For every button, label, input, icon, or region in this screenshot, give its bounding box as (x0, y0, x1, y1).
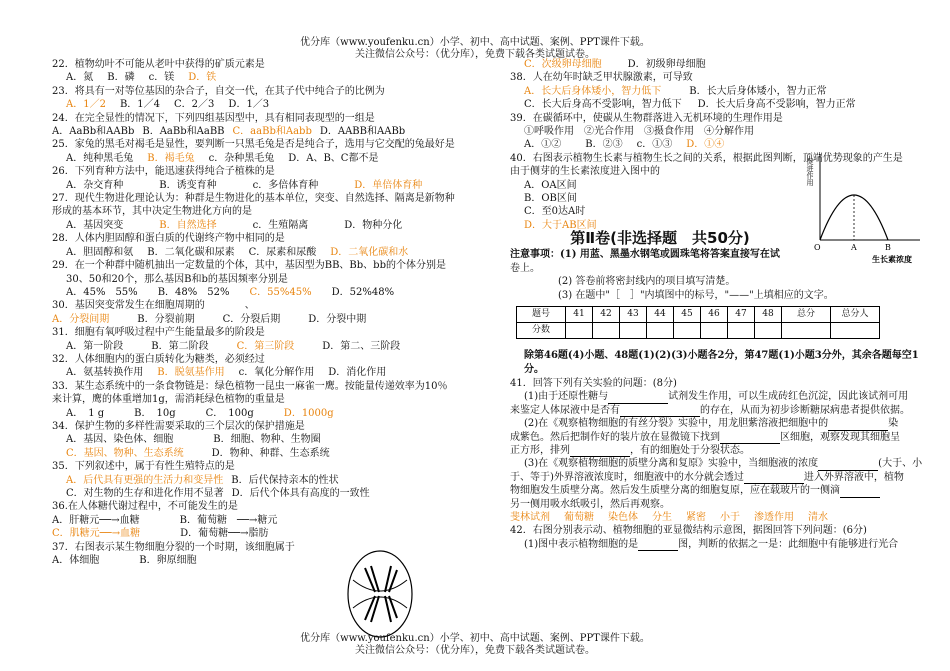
options-24 (52, 125, 478, 138)
options-31 (52, 340, 478, 353)
text: (1)图中表示植物细胞的是 (524, 538, 639, 550)
question-32: 32．人体细胞内的蛋白质转化为糖类，必须经过 (52, 353, 265, 365)
option: B． 10g (134, 407, 176, 419)
option: A．基因突变 (66, 219, 124, 231)
option: C． 100g (205, 407, 254, 419)
option: B．诱变育种 (159, 179, 217, 191)
option-answer: A．1／2 (66, 99, 106, 111)
text: 来鉴定人体尿液中是否有 (510, 404, 620, 416)
option-answer: D．①④ (686, 139, 725, 151)
option-answer: C．次级卵母细胞 (524, 59, 602, 70)
question-31: 31．细胞有氧呼吸过程中产生能量最多的阶段是 (52, 327, 265, 339)
q41-part3-line4: 另一侧用吸水纸吸引，然后再观察。 (510, 498, 670, 510)
blank[interactable] (638, 540, 678, 551)
option: B．后代保持亲本的性状 (231, 474, 339, 486)
option-answer: C．55%45% (249, 286, 312, 298)
option: C．尿素和尿酸 (248, 246, 317, 258)
option: c．①③ (636, 139, 673, 151)
options-35-row1 (52, 474, 478, 487)
question-40: 40．右图表示植物生长素与植物生长之间的关系，根据此图判断，顶端优势现象的产生是 (510, 152, 903, 164)
options-34-row2 (52, 447, 478, 460)
options-30 (52, 313, 478, 326)
note-1-cont: 卷上。 (510, 262, 540, 274)
score-cell: 45 (674, 306, 701, 322)
y-axis-label: 促进作用 (806, 158, 814, 186)
score-cell: 总分 (782, 306, 831, 322)
q41-part3-line2 (510, 471, 920, 484)
header-line-2: 关注微信公众号：（优分库），免费下载各类试题试卷。 (355, 49, 595, 60)
option: D．第二、三阶段 (322, 340, 401, 352)
option: B．卵原细胞 (139, 555, 197, 567)
options-23 (52, 98, 478, 111)
option-answer: A．后代具有更强的生活力和变异性 (66, 474, 224, 486)
option: D．葡萄糖──→脂肪 (180, 528, 269, 540)
option: c．镁 (148, 72, 175, 84)
score-input[interactable] (782, 322, 831, 338)
question-30: 30．基因突变常发生在细胞周期的 、 (52, 300, 255, 312)
option: B．第二阶段 (151, 340, 209, 352)
option-answer: C．肌糖元──→血糖 (52, 528, 141, 540)
option: A．第一阶段 (66, 340, 124, 352)
score-cell: 43 (620, 306, 647, 322)
question-40-cont: 由于侧芽的生长素浓度进入图中的 (510, 166, 660, 178)
score-table-head (517, 306, 880, 322)
question-34: 34．保护生物的多样性需要采取的三个层次的保护措施是 (52, 420, 305, 432)
blank[interactable] (840, 487, 880, 498)
option-40-b: B．OB区间 (524, 193, 577, 205)
text: 的存在，从而为初步诊断糖尿病患者提供依据。 (700, 404, 910, 416)
blank[interactable] (570, 446, 630, 457)
score-cell: 44 (647, 306, 674, 322)
q41-part2-line1 (510, 417, 920, 430)
blank[interactable] (720, 433, 780, 444)
options-29 (52, 286, 478, 299)
answer: 葡萄糖 (564, 511, 594, 523)
score-table (516, 306, 880, 339)
option: D．分裂中期 (308, 313, 367, 325)
option: B．长大后身体矮小，智力正常 (689, 85, 827, 97)
option: C．分裂后期 (222, 313, 281, 325)
answer: 清水 (808, 511, 828, 523)
blank[interactable] (818, 460, 878, 471)
text: 进入外界溶液中，植物 (803, 471, 904, 483)
score-cell: 题号 (517, 306, 566, 322)
answer: 渗透作用 (754, 511, 794, 523)
text: (1)由于还原性糖与 (524, 391, 609, 403)
answer: 紧密 (686, 511, 706, 523)
text: 试剂发生作用，可以生成砖红色沉淀，因此该试剂可用 (668, 391, 909, 403)
option: A．胆固醇和氨 (66, 246, 134, 258)
option-40-d: D．大于AB区间 (524, 219, 597, 231)
options-33 (52, 407, 478, 420)
options-38-row2 (510, 98, 920, 111)
question-39: 39．在碳循环中，使碳从生物群落进入无机环境的生理作用是 (510, 112, 783, 124)
question-37: 37．右图表示某生物细胞分裂的一个时期，该细胞属于 (52, 541, 295, 553)
score-input[interactable] (755, 322, 782, 338)
option: A．体细胞 (52, 555, 100, 567)
text: 成紫色。然后把制作好的装片放在显微镜下找到 (510, 431, 720, 443)
question-22: 22．植物幼叶不可能从老叶中获得的矿质元素是 (52, 59, 265, 70)
blank[interactable] (828, 420, 888, 431)
option: c．杂种黑毛兔 (208, 152, 275, 164)
score-cell: 41 (566, 306, 593, 322)
score-input[interactable] (674, 322, 701, 338)
answer: 染色体 (608, 511, 638, 523)
option: C．对生物的生存和进化作用不显著 (66, 488, 224, 499)
score-input[interactable] (620, 322, 647, 338)
blank[interactable] (744, 473, 804, 484)
option: D．物种分化 (344, 219, 403, 231)
text: 染 (888, 418, 899, 430)
option: A．纯种黑毛兔 (66, 152, 134, 164)
options-25 (52, 152, 478, 165)
option: A．杂交育种 (66, 179, 124, 191)
label-b: B (885, 243, 891, 252)
option: B．二氧化碳和尿素 (147, 246, 235, 258)
options-32 (52, 366, 478, 379)
score-input[interactable] (566, 322, 593, 338)
score-cell: 47 (728, 306, 755, 322)
question-26: 26．下列育种方法中，能迅速获得纯合子植株的是 (52, 166, 275, 178)
option: A．AaBb和AABb (52, 126, 135, 138)
option: D．消化作用 (328, 367, 387, 379)
option-answer: A．分裂间期 (52, 313, 110, 325)
question-29: 29．在一个种群中随机抽出一定数量的个体，其中，基因型为BB、Bb、bb的个体分别是 (52, 260, 446, 272)
q41-part2-line3 (510, 444, 920, 457)
option-answer: A．长大后身体矮小，智力低下 (524, 85, 662, 97)
note-1-text: 注意事项：(1) 用蓝、黑墨水钢笔或圆珠笔将答案直接写在试 (510, 249, 780, 261)
option-answer: D．单倍体育种 (354, 179, 423, 191)
option-answer: D．1000g (283, 407, 334, 419)
q41-part1-line2 (510, 404, 920, 417)
options-27 (52, 219, 478, 232)
option: A．基因、染色体、细胞 (66, 434, 174, 446)
q41-part1-line1 (510, 390, 920, 403)
cell-division-figure (345, 548, 415, 640)
options-26 (52, 179, 478, 192)
option-answer: B．脱氨基作用 (157, 367, 225, 379)
option-answer: D．铁 (188, 72, 217, 84)
option: c．氧化分解作用 (238, 367, 315, 379)
score-cell: 总分人 (831, 306, 880, 322)
text: 物细胞发生质壁分离。然后发生质壁分离的细胞复原，应在载玻片的一侧滴 (510, 485, 840, 497)
text: 正方形，排列 (510, 444, 570, 456)
option: A．氨基转换作用 (66, 367, 144, 379)
score-input[interactable] (593, 322, 620, 338)
question-38: 38．人在幼年时缺乏甲状腺激素，可导致 (510, 72, 693, 84)
option: B．细胞、物种、生物圈 (213, 434, 321, 446)
question-27: 27．现代生物进化理论认为：种群是生物进化的基本单位，突变、自然选择、隔离是新物种 (52, 193, 455, 205)
option: c．生殖隔离 (252, 219, 309, 231)
option-answer: C．基因、物种、生态系统 (66, 447, 184, 459)
question-41: 41．回答下列有关实验的问题：(8分) (510, 377, 677, 389)
x-axis-label: 生长素浓度 (872, 254, 912, 264)
option: B．AaBb和AaBB (142, 126, 225, 138)
text: (3)在《观察植物细胞的质壁分离和复原》实验中，当细胞液的浓度 (524, 458, 819, 470)
options-36-row1 (52, 514, 478, 527)
options-38-row1 (510, 85, 920, 98)
score-cell: 48 (755, 306, 782, 322)
note-2: (2) 答卷前将密封线内的项目填写清楚。 (558, 276, 736, 288)
left-column (52, 58, 478, 567)
q41-part3-line3 (510, 484, 920, 497)
option-answer: B．自然选择 (159, 219, 217, 231)
right-column (510, 58, 923, 551)
option: C．长大后身高不受影响，智力低下 (524, 99, 682, 111)
score-cell: 46 (701, 306, 728, 322)
option: B．分裂前期 (137, 313, 195, 325)
option: B．48% 52% (157, 286, 230, 298)
options-37-right (510, 58, 920, 71)
text: 图，判断的依据之一是：此细胞中有能够进行光合 (678, 538, 899, 550)
options-34-row1 (52, 433, 478, 446)
scoring-notice: 除第46题(4)小题、48题(1)(2)(3)小题各2分，第47题(1)小题3分外，其余各题每空1分。 (524, 349, 919, 375)
option: C．2／3 (174, 99, 215, 111)
question-28: 28．人体内胆固醇和蛋白质的代谢终产物中相同的是 (52, 233, 285, 245)
option: D．初级卵母细胞 (627, 59, 706, 70)
footer-line-1: 优分库（www.youfenku.cn）小学、初中、高中试题、案例、PPT课件下载。 (300, 633, 650, 644)
question-33: 33．某生态系统中的一条食物链是：绿色植物一昆虫一麻雀一鹰。按能量传递效率为10％ (52, 380, 448, 392)
option-answer: C．aaBb和Aabb (232, 126, 312, 138)
options-22 (52, 71, 478, 84)
blank[interactable] (620, 406, 700, 417)
footer (0, 633, 950, 657)
text: ，有的细胞处于分裂状态。 (630, 444, 750, 456)
option: D．1／3 (228, 99, 270, 111)
question-27-cont: 形成的基本环节，其中决定生物进化方向的是 (52, 206, 252, 218)
answer: 小于 (720, 511, 740, 523)
text: (2)在《观察植物细胞的有丝分裂》实验中，用龙胆紫溶液把细胞中的 (524, 418, 829, 430)
score-cell: 分数 (517, 322, 566, 338)
question-39-statements: ①呼吸作用 ②光合作用 ③摄食作用 ④分解作用 (524, 126, 754, 138)
question-23: 23．将具有一对等位基因的杂合子，自交一代，在其子代中纯合子的比例为 (52, 85, 385, 97)
note-3: (3) 在题中"［ ］"内填图中的标号，"——"上填相应的文字。 (558, 289, 834, 301)
text: 区细胞，观察发现其细胞呈 (780, 431, 900, 443)
text: 于、等于)外界溶液浓度时，细胞液中的水分就会透过 (510, 471, 744, 483)
score-input[interactable] (701, 322, 728, 338)
question-25: 25．家兔的黑毛对褐毛是显性，要判断一只黑毛兔是否是纯合子，选用与它交配的兔最好是 (52, 139, 455, 151)
option: D．长大后身高不受影响，智力正常 (697, 99, 856, 111)
question-33-cont: 来计算，鹰的体重增加1g，需消耗绿色植物的重量是 (52, 394, 285, 406)
score-input[interactable] (831, 322, 880, 338)
section-title: 第Ⅱ卷(非选择题 共50分) (570, 229, 750, 248)
answer-key-41 (510, 511, 920, 524)
option: D．物种、种群、生态系统 (211, 447, 330, 459)
option: A．①② (524, 139, 562, 151)
option: B．磷 (107, 72, 135, 84)
footer-line-2: 关注微信公众号：（优分库），免费下载各类试题试卷。 (355, 645, 595, 656)
option: c．多倍体育种 (252, 179, 319, 191)
options-36-row2 (52, 527, 478, 540)
question-36: 36.在人体糖代谢过程中，不可能发生的是 (52, 501, 238, 513)
options-35-row2 (52, 487, 478, 500)
question-29-cont: 30、50和20个，那么基因B和b的基因频率分别是 (66, 273, 288, 285)
option: D．后代个体具有高度的一致性 (231, 488, 370, 499)
q42-part1 (510, 538, 920, 551)
option-answer: C．第三阶段 (236, 340, 295, 352)
label-a: A (851, 243, 857, 252)
score-table-row (517, 322, 880, 338)
option: B．葡萄糖 ──→糖元 (179, 514, 278, 526)
growth-curve (820, 195, 888, 240)
option: A．氮 (66, 72, 94, 84)
option: A． 1 g (66, 407, 105, 419)
option: B．②③ (585, 139, 623, 151)
option: B．1／4 (119, 99, 161, 111)
option-40-a: A．OA区间 (524, 179, 577, 191)
q41-part3-line1 (510, 457, 923, 470)
option: D．AABB和AABb (319, 126, 406, 138)
answer: 分生 (652, 511, 672, 523)
option: D．A、B、C都不是 (288, 152, 379, 164)
answer: 斐林试剂 (510, 511, 550, 523)
option-answer: B．褐毛兔 (147, 152, 195, 164)
score-cell: 42 (593, 306, 620, 322)
score-input[interactable] (647, 322, 674, 338)
origin-label: O (814, 243, 821, 252)
auxin-growth-chart (806, 150, 932, 265)
question-42: 42．右图分别表示动、植物细胞的亚显微结构示意图，据图回答下列问题：(6分) (510, 525, 867, 537)
score-input[interactable] (728, 322, 755, 338)
blank[interactable] (608, 393, 668, 404)
options-28 (52, 246, 478, 259)
option: A．45% 55% (66, 286, 138, 298)
header-line-1: 优分库（www.youfenku.cn）小学、初中、高中试题、案例、PPT课件下载。 (300, 37, 650, 48)
q41-part2-line2 (510, 431, 920, 444)
option: D．52%48% (331, 286, 395, 298)
option-40-c: C．至0达A时 (524, 206, 586, 218)
question-35: 35．下列叙述中，属于有性生殖特点的是 (52, 461, 235, 473)
text: (大于、小 (878, 458, 923, 470)
option: A．肝糖元──→血糖 (52, 514, 140, 526)
option-answer: D．二氧化碳和水 (330, 246, 409, 258)
question-24: 24．在完全显性的情况下，下列四组基因型中，具有相同表现型的一组是 (52, 112, 375, 124)
